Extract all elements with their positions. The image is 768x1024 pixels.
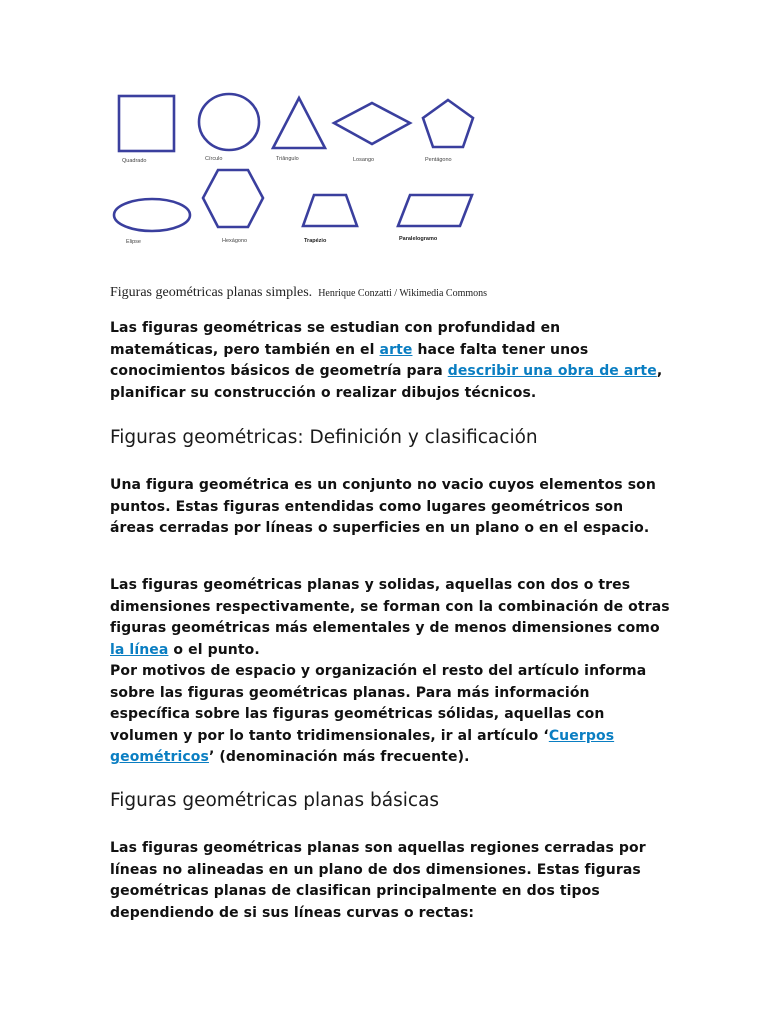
planes-solids-paragraph [110,575,670,769]
basics-paragraph [110,838,670,924]
intro-text-1: Las figuras geométricas se estudian con profundidad en matemáticas, pero también en el [110,320,561,358]
link-cuerpos-geometricos[interactable]: Cuerpos geométricos [110,727,615,765]
geometric-shapes-figure [105,90,485,255]
ellipse-shape [114,199,190,231]
definition-text: Una figura geométrica es un conjunto no vacio cuyos elementos son puntos. Estas figuras entendidas como lugares geométricos son áreas cerradas por líneas o superficies en un plano o en el espacio. [110,477,656,536]
pentagon-label: Pentágono [425,157,452,163]
link-la-linea[interactable]: la línea [110,641,169,658]
circle-shape [199,94,259,150]
planes-text-1: Las figuras geométricas planas y solidas, aquellas con dos o tres dimensiones respectivamente, se forman con la combinación de otras figuras geométricas más elementales y de menos dimensiones como [110,577,670,636]
link-describir-obra-de-arte[interactable]: describir una obra de arte [447,363,657,379]
caption-credit: Henrique Conzatti / Wikimedia Commons [318,288,488,299]
caption-text: Figuras geométricas planas simples. [110,285,313,300]
square-label: Quadrado [122,158,147,164]
planes-text-3: Por motivos de espacio y organización el resto del artículo informa sobre las figuras geométricas planas. Para más información específica sobre las figuras geométricas sólidas, aquellas con volumen y por lo tanto tridimensionales, ir al artículo ‘ [110,663,647,744]
planes-text-4: ’ (denominación más frecuente). [208,749,470,765]
triangle-label: Triângulo [276,156,299,162]
link-arte[interactable]: arte [379,341,413,358]
parallelogram-label: Paralelogramo [399,236,438,242]
planes-text-2: o el punto. [168,641,260,658]
section-heading-planas-basicas: Figuras geométricas planas básicas [110,790,440,811]
square-shape [119,96,174,151]
trapezoid-shape [303,195,357,226]
section-heading-definicion: Figuras geométricas: Definición y clasificación [110,427,538,448]
intro-paragraph [110,318,670,404]
pentagon-shape [423,100,473,147]
triangle-shape [273,98,325,148]
circle-label: Círculo [205,156,223,162]
intro-text-3: , planificar su construcción o realizar dibujos técnicos. [110,363,663,401]
intro-text-2: hace falta tener unos conocimientos básicos de geometría para [110,341,589,379]
parallelogram-shape [398,195,472,226]
lozenge-label: Losango [353,157,375,163]
lozenge-shape [334,103,410,144]
figure-caption [110,285,487,301]
definition-paragraph [110,475,670,540]
hexagon-shape [203,170,263,227]
ellipse-label: Elipse [126,239,141,245]
basics-text: Las figuras geométricas planas son aquellas regiones cerradas por líneas no alineadas en un plano de dos dimensiones. Estas figuras geométricas planas de clasifican principalmente en dos tipos dependiendo de si sus líneas curvas o rectas: [110,840,646,921]
trapezoid-label: Trapézio [304,238,327,244]
hexagon-label: Hexágono [222,238,248,244]
